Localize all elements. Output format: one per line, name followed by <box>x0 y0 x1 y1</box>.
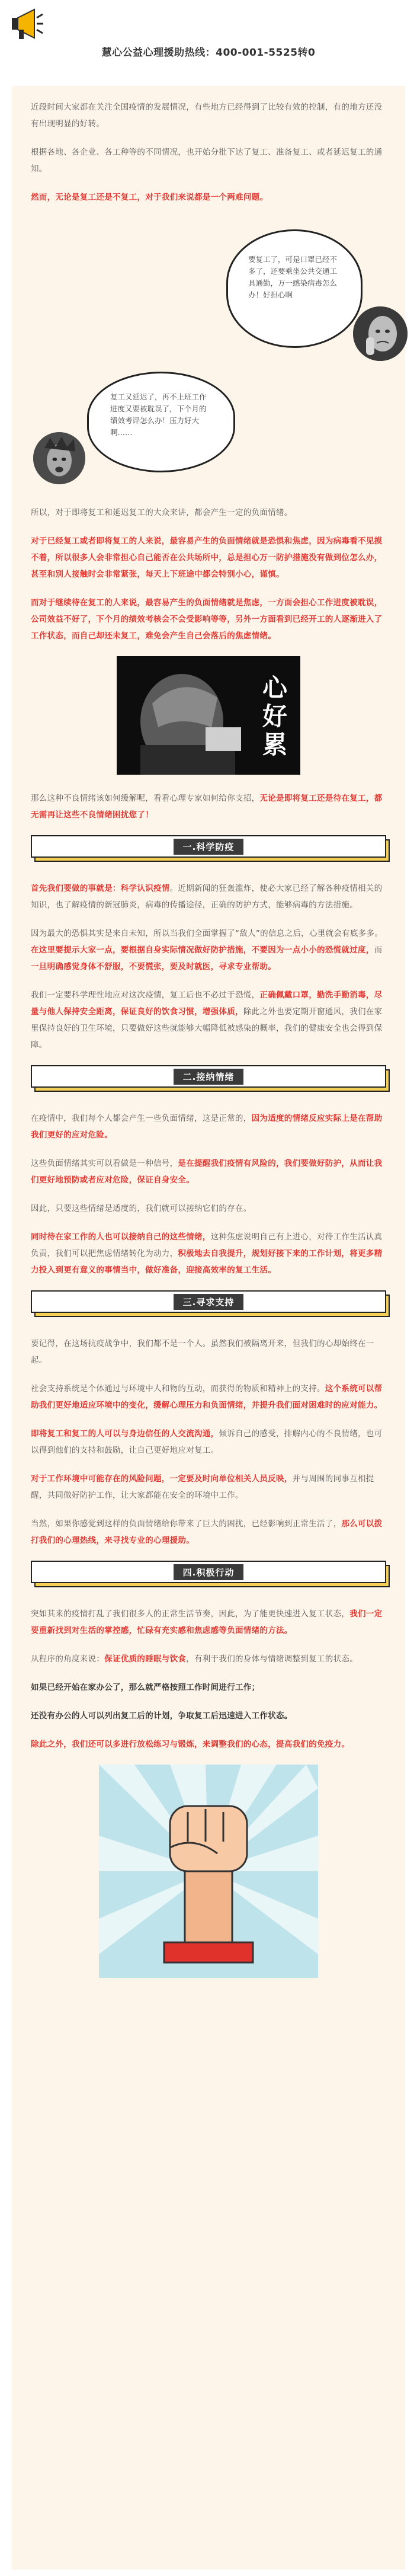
paragraph-text: 突如其来的疫情打乱了我们很多人的正常生活节奏，因此，为了能更快速进入复工状态， <box>31 1609 350 1619</box>
speech-bubble-text: 复工又延迟了，再不上班工作进度又要被耽误了，下个月的绩效考评怎么办！压力好大啊…… <box>110 392 207 437</box>
section-header <box>31 1561 386 1589</box>
highlight-text: 对于已经复工或者即将复工的人来说，最容易产生的负面情绪就是恐惧和焦虑，因为病毒看不见摸不着，所以很多人会非常担心自己能否在公共场所中，总是担心万一防护措施没有做到位怎么办，甚至和别人接触时会非常紧张，每天上下班途中都会特别小心，谨慎。 <box>31 536 383 579</box>
section-title-wrap <box>31 1564 386 1580</box>
face-icon <box>33 432 85 484</box>
paragraph-text: 我们一定要科学理性地应对这次疫情，复工后也不必过于恐慌， <box>31 990 260 1000</box>
highlight-text: 首先我们要做的事就是：科学认识疫情 <box>31 884 170 893</box>
paragraph-text: 除此之外也要定期开窗通风，我们在家里保持良好的卫生环境，只要做好这些就能够大幅降低被感染的概率，我们的健康安全也会得到保障。 <box>31 1007 383 1050</box>
section-header <box>31 835 386 864</box>
highlight-text: 这个系统可以帮助我们更好地适应环境中的变化，缓解心理压力和负面情绪，并提升我们面对困难时的应对能力。 <box>31 1384 383 1410</box>
highlight-text: 在这里要提示大家一点，要根据自身实际情况做好防护措施，不要因为一点小小的恐慌就过度， <box>31 945 374 955</box>
section-header <box>31 1290 386 1319</box>
highlight-text: 对于工作环境中可能存在的风险问题，一定要及时向单位相关人员反映， <box>31 1474 293 1484</box>
section-title: 二.接纳情绪 <box>174 1069 244 1085</box>
paragraph <box>31 1155 386 1188</box>
article-content <box>12 86 405 1978</box>
megaphone-icon <box>11 6 44 41</box>
paragraph <box>31 1110 386 1143</box>
section-header <box>31 1065 386 1094</box>
paragraph <box>31 1426 386 1459</box>
highlight-text: 我们一定要重新找到对生活的掌控感，忙碌有充实感和焦虑感等负面情绪的方法。 <box>31 1609 383 1635</box>
article-card <box>12 86 405 2569</box>
stressed-avatar <box>33 432 85 484</box>
paragraph-text: 。近期新闻的狂轰滥炸，使必大家已经了解各种疫情相关的知识，也了解疫情的新冠肺炎，病毒的传播途径，正确的防护方式，能够病毒的方法措施。 <box>31 884 383 910</box>
paragraph: 所以，对于即将复工和延迟复工的大众来讲，都会产生一定的负面情绪。 <box>31 508 293 517</box>
paragraph <box>31 1606 386 1639</box>
paragraph <box>31 925 386 975</box>
speech-bubble-row <box>31 366 386 496</box>
paragraph <box>31 987 386 1053</box>
section-title-wrap <box>31 839 386 855</box>
highlight-text: 保证优质的睡眠与饮食 <box>104 1654 187 1664</box>
highlight-text: 是在提醒我们疫情有风险的，我们要做好防护，从而让我们更好地预防或者应对危险，保证自身安全。 <box>31 1159 383 1185</box>
tired-person-photo <box>117 656 300 775</box>
highlight-text: 因为适度的情绪反应实际上是在帮助我们更好的应对危险。 <box>31 1114 383 1140</box>
speech-bubble <box>87 372 235 472</box>
highlight-paragraph: 除此之外，我们还可以多进行放松练习与锻炼，来调整我们的心态，提高我们的免疫力。 <box>31 1740 350 1749</box>
paragraph-text: 在疫情中，我们每个人都会产生一些负面情绪，这是正常的， <box>31 1114 252 1123</box>
face-icon <box>353 306 408 361</box>
speech-bubble <box>226 229 363 348</box>
hotline-text: 慧心公益心理援助热线：400-001-5525转0 <box>101 47 316 59</box>
intro-paragraph: 根据各地、各企业、各工种等的不同情况，也开始分批下达了复工、准备复工、或者延迟复工的通知。 <box>31 148 383 174</box>
section-title: 一.科学防疫 <box>174 839 244 855</box>
paragraph-text: 并与周围的同事互相提醒，共同做好防护工作，让大家都能在安全的环境中工作。 <box>31 1474 374 1500</box>
intro-highlight: 然而，无论是复工还是不复工，对于我们来说都是一个两难问题。 <box>31 193 268 202</box>
intro-paragraph: 近段时间大家都在关注全国疫情的发展情况，有些地方已经得到了比较有效的控制，有的地方还没有出现明显的好转。 <box>31 103 383 129</box>
highlight-text: 积极地去自我提升，规划好接下来的工作计划，将更多精力投入到更有意义的事情当中，做好准备，迎接高效率的复工生活。 <box>31 1249 383 1275</box>
raised-fist-icon <box>99 1765 318 1978</box>
paragraph-text: 而 <box>374 945 383 955</box>
paragraph-text: 社会支持系统是个体通过与环境中人和物的互动，而获得的物质和精神上的支持。 <box>31 1384 325 1394</box>
paragraph: 要记得，在这场抗疫战争中，我们都不是一个人。虽然我们被隔离开来，但我们的心却始终在一起。 <box>31 1339 374 1365</box>
header <box>0 0 417 71</box>
section-title-wrap <box>31 1294 386 1310</box>
paragraph <box>31 790 386 823</box>
section-title-wrap <box>31 1069 386 1085</box>
paragraph <box>31 880 386 913</box>
paragraph-text: 当然，如果你感觉到这样的负面情绪给你带来了巨大的困扰，已经影响到正常生活了， <box>31 1519 342 1529</box>
paragraph-text: 倾诉自己的感受，排解内心的不良情绪，也可以得到他们的支持和鼓励，让自己更好地应对复工。 <box>31 1429 383 1455</box>
paragraph <box>31 1516 386 1549</box>
paragraph <box>31 595 386 644</box>
worried-avatar <box>353 306 408 361</box>
highlight-text: 正确佩戴口罩，勤洗手勤消毒，尽量与他人保持安全距离，保证良好的饮食习惯，增强体质， <box>31 990 383 1017</box>
paragraph <box>31 1380 386 1414</box>
paragraph-text: 那么这种不良情绪该如何缓解呢，看看心理专家如何给你支招， <box>31 794 260 803</box>
paragraph-text: 这种焦虑说明自己有上进心，对待工作生活认真负责，我们可以把焦虑情绪转化为动力， <box>31 1232 383 1258</box>
paragraph <box>31 1229 386 1279</box>
paragraph-text: 因为最大的恐惧其实是来自未知，所以当我们全面掌握了“敌人”的信息之后，心里就会有底多多。 <box>31 929 383 938</box>
paragraph: 如果已经开始在家办公了，那么就严格按照工作时间进行工作； <box>31 1683 260 1692</box>
paragraph <box>31 1651 386 1667</box>
paragraph <box>31 533 386 583</box>
paragraph-text: ，有利于我们的身体与情绪调整到复工的状态。 <box>186 1654 358 1664</box>
highlight-text: 而对于继续待在复工的人来说，最容易产生的负面情绪就是焦虑，一方面会担心工作进度被耽误，公司效益不好了，下个月的绩效考核会不会受影响等等，另外一方面看到已经开工的人逐渐进入了工作状态，而自己却还未复工，难免会产生自己会落后的焦虑情绪。 <box>31 598 383 641</box>
speech-bubble-text: 要复工了，可是口罩已经不多了，还要乘坐公共交通工具通勤，万一感染病毒怎么办！好担心啊 <box>248 255 338 299</box>
highlight-text: 即将复工和复工的人可以与身边信任的人交流沟通， <box>31 1429 219 1439</box>
speech-bubble-row <box>31 218 386 366</box>
highlight-text: 同时待在家工作的人也可以接纳自己的这些情绪， <box>31 1232 211 1242</box>
paragraph: 因此，只要这些情绪是适度的，我们就可以接纳它们的存在。 <box>31 1204 252 1213</box>
section-title: 四.积极行动 <box>174 1564 244 1580</box>
highlight-text: 那么可以拨打我们的心理热线，来寻找专业的心理援助。 <box>31 1519 383 1545</box>
highlight-text: 无论是即将复工还是待在复工，都无需再让这些不良情绪困扰您了！ <box>31 794 383 820</box>
paragraph-text: 这些负面情绪其实可以看做是一种信号， <box>31 1159 178 1168</box>
paragraph <box>31 1471 386 1504</box>
section-title: 三.寻求支持 <box>174 1294 244 1310</box>
raised-fist-illustration <box>99 1765 318 1978</box>
photo-caption: 心好累 <box>262 673 287 759</box>
paragraph-text: 从程序的角度来说： <box>31 1654 105 1664</box>
highlight-text: 一旦明确感觉身体不舒服，不要慌张，要及时就医，寻求专业帮助。 <box>31 962 276 971</box>
paragraph: 还没有办公的人可以列出复工后的计划，争取复工后迅速进入工作状态。 <box>31 1711 293 1721</box>
